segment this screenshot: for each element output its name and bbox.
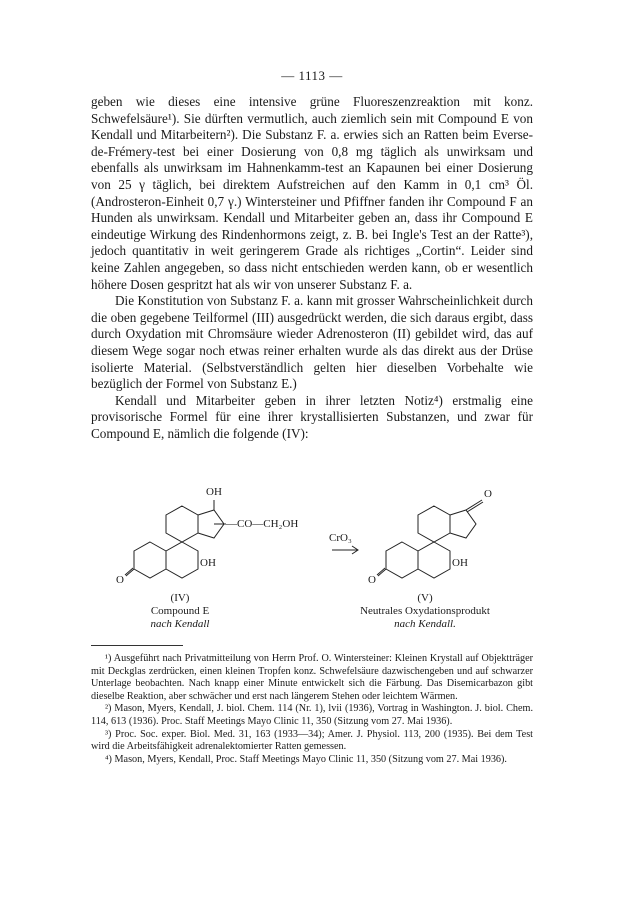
caption-right-name: Neutrales Oxydationsprodukt — [360, 605, 490, 617]
ring-c-right — [418, 506, 450, 542]
caption-right-author: nach Kendall. — [394, 618, 456, 630]
caption-right — [340, 592, 510, 631]
caption-left — [120, 592, 240, 631]
footnote-4: ⁴) Mason, Myers, Kendall, Proc. Staff Meetings Mayo Clinic 11, 350 (Sitzung vom 27. Mai 1936). — [105, 753, 507, 765]
ring-a-right — [386, 542, 418, 578]
side-chain-label: —CO—CH₂OH — [226, 518, 299, 530]
ring-d-right — [450, 510, 476, 538]
oh-label-top: OH — [206, 486, 222, 498]
chemical-figure — [100, 486, 530, 638]
ring-b-right — [418, 542, 450, 578]
paragraph-1: geben wie dieses eine intensive grüne Fluoreszenzreaktion mit konz. Schwefelsäure¹). Sie dürften vermutlich, auch ziemlich sein mit Compound E von Kendall und Mitarbeitern²). Die Substanz F. a. erwies sich an Ratten beim Everse-de-Frémery-test bei einer Dosierung von 0,8 mg täglich als unwirksam und ebenfalls als unwirksam im Hahnenkamm-test an Kapaunen bei einer Dosierung von 25 γ täglich, bei direktem Aufstreichen auf den Kamm in 0,1 cm³ Öl. (Androsteron-Einheit 0,7 γ.) Wintersteiner und Pfiffner fanden ihr Compound F an Hunden als unwirksam. Kendall und Mitarbeiter geben an, dass ihr Compound E eindeutige Wirkung des Rindenhormons zeigt, z. B. bei Ingle's Test an der Ratte³), jedoch quantitativ in weit geringerem Grade als richtiges „Cortin“. Leider sind keine Zahlen angegeben, so dass nicht entschieden werden kann, ob er wesentlich höhere Dosen gespritzt hat als wir von unserer Substanz F. a. — [91, 94, 533, 292]
oxo-label-top: O — [484, 488, 492, 500]
footnote-3: ³) Proc. Soc. exper. Biol. Med. 31, 163 (1933—34); Amer. J. Physiol. 113, 200 (1935). Bei dem Test wird die Arbeitsfähigkeit adrenalektomierter Ratten gemessen. — [91, 728, 533, 753]
oxo-label-right: O — [368, 574, 376, 586]
ring-c-left — [166, 506, 198, 542]
paragraph-3: Kendall und Mitarbeiter geben in ihrer letzten Notiz⁴) erstmalig eine provisorische Formel für eine ihrer krystallisierten Substanzen, und zwar für Compound E, nämlich die folgende (IV): — [91, 392, 533, 441]
footnote-divider — [91, 645, 183, 646]
footnotes — [91, 653, 533, 766]
oh-label-right: OH — [452, 557, 468, 569]
caption-right-number: (V) — [417, 592, 433, 604]
page-number: — 1113 — — [281, 68, 343, 83]
ring-a-left — [134, 542, 166, 578]
caption-left-number: (IV) — [170, 592, 190, 604]
paragraph-2: Die Konstitution von Substanz F. a. kann mit grosser Wahrscheinlichkeit durch die oben gegebene Teilformel (III) ausgedrückt werden, die sich daraus ergibt, dass durch Oxydation mit Chromsäure wieder Adrenosteron (II) gebildet wird, das auf diesem Wege sogar noch etwas reiner erhalten wurde als das direkt aus der Drüse isolierte Material. (Selbstverständlich gelten hier dieselben Vorbehalte wie bezüglich der Formel von Substanz E.) — [91, 293, 533, 392]
footnote-1: ¹) Ausgeführt nach Privatmitteilung von Herrn Prof. O. Wintersteiner: Kleinen Krystall auf Objektträger mit Deckglas zerdrücken, einen kleinen Tropfen konz. Schwefelsäure dazwischengeben und auf schwarzer Unterlage beobachten. Nach knapp einer Minute entwickelt sich die Färbung. Das Disemicarbazon gibt dieselbe Reaktion, aber schwächer und erst nach längerem Stehen oder leichtem Wärmen. — [91, 653, 533, 702]
oxo-label-left: O — [116, 574, 124, 586]
reagent-label: CrO₃ — [329, 532, 352, 544]
body-text — [91, 94, 533, 442]
footnote-2: ²) Mason, Myers, Kendall, J. biol. Chem. 114 (Nr. 1), lvii (1936), Vortrag in Washington. J. biol. Chem. 114, 613 (1936). Proc. Staff Meetings Mayo Clinic 11, 350 (Sitzung vom 27. Mai 1936). — [91, 703, 533, 727]
oh-label-left: OH — [200, 557, 216, 569]
caption-left-author: nach Kendall — [150, 618, 210, 630]
ring-b-left — [166, 542, 198, 578]
caption-left-name: Compound E — [150, 605, 210, 617]
